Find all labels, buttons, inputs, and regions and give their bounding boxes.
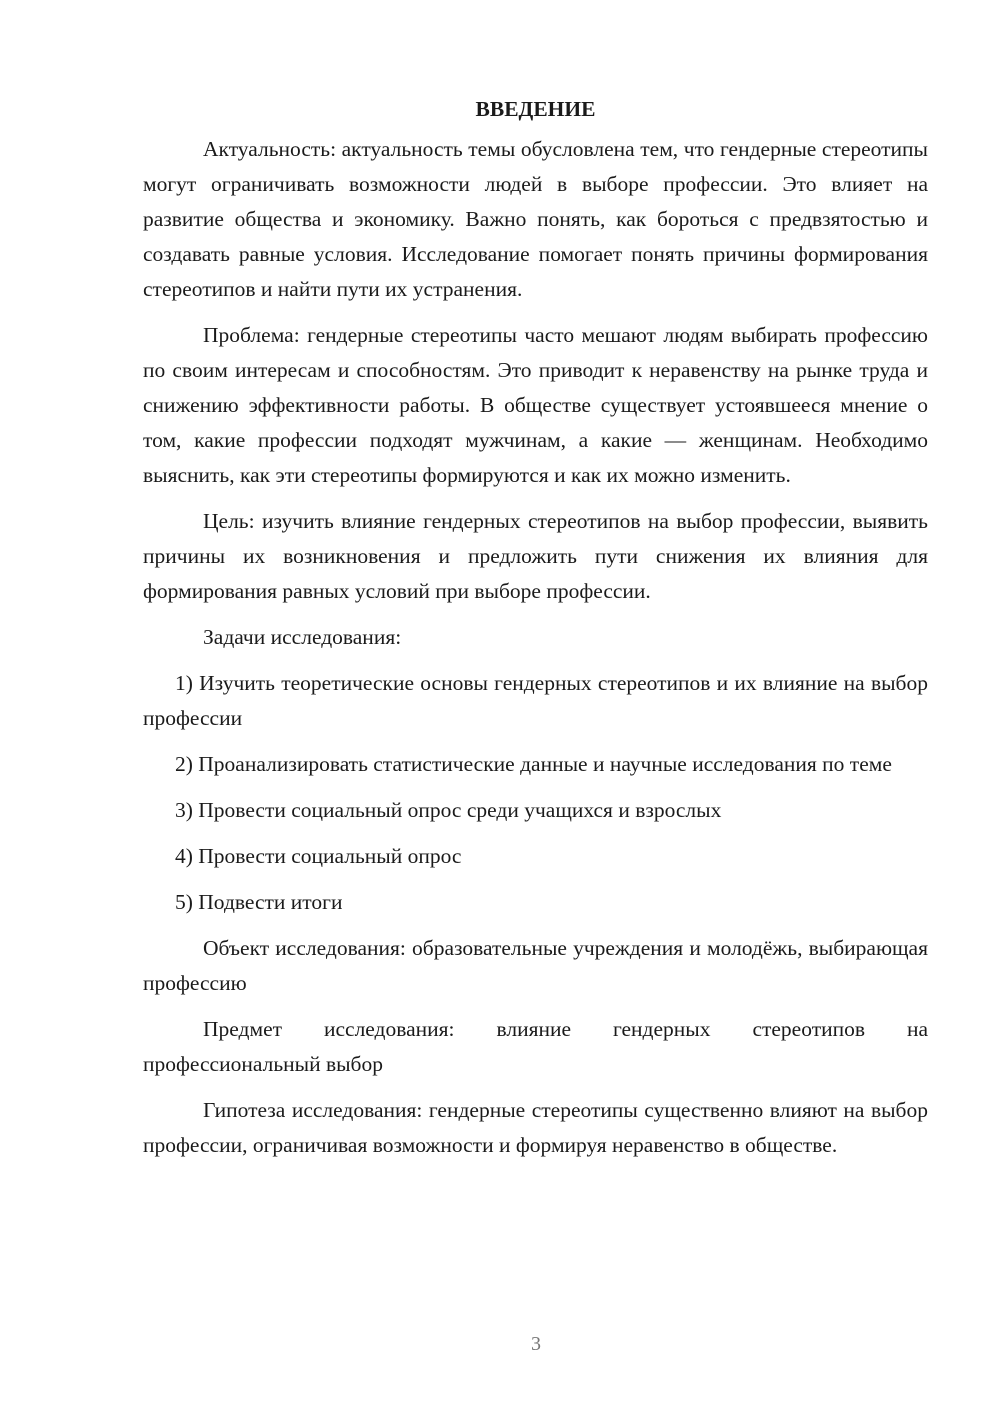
- goal-paragraph: Цель: изучить влияние гендерных стереотипов на выбор профессии, выявить причины их возникновения и предложить пути снижения их влияния для формирования равных условий при выборе профессии.: [143, 509, 928, 603]
- section-title: ВВЕДЕНИЕ: [475, 97, 596, 121]
- page-number: 3: [531, 1333, 541, 1355]
- task-item: 5) Подвести итоги: [175, 890, 343, 914]
- task-item: 4) Провести социальный опрос: [175, 844, 462, 868]
- subject-paragraph: Предмет исследования: влияние гендерных стереотипов на профессиональный выбор: [143, 1017, 928, 1076]
- object-paragraph: Объект исследования: образовательные учреждения и молодёжь, выбирающая профессию: [143, 936, 928, 995]
- document-page: [143, 92, 928, 1174]
- task-item: 3) Провести социальный опрос среди учащихся и взрослых: [175, 798, 722, 822]
- relevance-paragraph: Актуальность: актуальность темы обусловлена тем, что гендерные стереотипы могут ограничивать возможности людей в выборе профессии. Это влияет на развитие общества и экономику. Важно понять, как бороться с предвзятостью и создавать равные условия. Исследование помогает понять причины формирования стереотипов и найти пути их устранения.: [143, 137, 928, 301]
- task-item: 2) Проанализировать статистические данные и научные исследования по теме: [175, 752, 892, 776]
- task-item: 1) Изучить теоретические основы гендерных стереотипов и их влияние на выбор профессии: [143, 671, 928, 730]
- problem-paragraph: Проблема: гендерные стереотипы часто мешают людям выбирать профессию по своим интересам и способностям. Это приводит к неравенству на рынке труда и снижению эффективности работы. В обществе существует устоявшееся мнение о том, какие профессии подходят мужчинам, а какие — женщинам. Необходимо выяснить, как эти стереотипы формируются и как их можно изменить.: [143, 323, 928, 487]
- tasks-heading: Задачи исследования:: [203, 625, 402, 649]
- hypothesis-paragraph: Гипотеза исследования: гендерные стереотипы существенно влияют на выбор профессии, ограничивая возможности и формируя неравенство в обществе.: [143, 1098, 928, 1157]
